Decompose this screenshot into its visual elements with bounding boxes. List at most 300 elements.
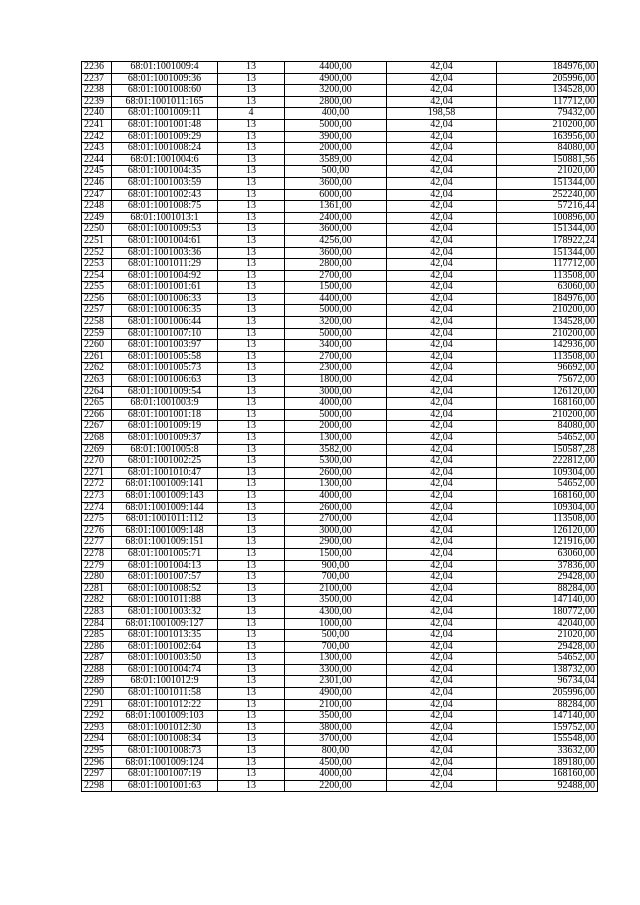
value-cell: 168160,00 [497,398,598,410]
rate-cell: 42,04 [387,780,497,792]
cadastral-number-cell: 68:01:1001007:57 [112,572,218,584]
area-cell: 5000,00 [285,328,387,340]
category-cell: 13 [218,62,285,74]
cadastral-number-cell: 68:01:1001012:9 [112,676,218,688]
cadastral-number-cell: 68:01:1001009:143 [112,490,218,502]
rate-cell: 42,04 [387,618,497,630]
value-cell: 63060,00 [497,548,598,560]
row-number-cell: 2285 [82,630,112,642]
rate-cell: 42,04 [387,119,497,131]
row-number-cell: 2298 [82,780,112,792]
row-number-cell: 2277 [82,537,112,549]
area-cell: 5000,00 [285,409,387,421]
value-cell: 79432,00 [497,108,598,120]
category-cell: 13 [218,444,285,456]
value-cell: 88284,00 [497,699,598,711]
rate-cell: 42,04 [387,189,497,201]
area-cell: 3000,00 [285,386,387,398]
value-cell: 168160,00 [497,490,598,502]
row-number-cell: 2256 [82,293,112,305]
cadastral-number-cell: 68:01:1001007:10 [112,328,218,340]
rate-cell: 42,04 [387,177,497,189]
value-cell: 150881,56 [497,154,598,166]
category-cell: 13 [218,630,285,642]
row-number-cell: 2245 [82,166,112,178]
rate-cell: 42,04 [387,444,497,456]
area-cell: 1300,00 [285,479,387,491]
area-cell: 1361,00 [285,201,387,213]
category-cell: 13 [218,502,285,514]
row-number-cell: 2266 [82,409,112,421]
area-cell: 1500,00 [285,548,387,560]
cadastral-number-cell: 68:01:1001003:97 [112,340,218,352]
category-cell: 13 [218,560,285,572]
value-cell: 33632,00 [497,746,598,758]
cadastral-number-cell: 68:01:1001011:112 [112,514,218,526]
value-cell: 222812,00 [497,456,598,468]
area-cell: 3000,00 [285,525,387,537]
table-row [82,177,598,189]
cadastral-number-cell: 68:01:1001009:148 [112,525,218,537]
area-cell: 2700,00 [285,514,387,526]
rate-cell: 42,04 [387,143,497,155]
area-cell: 3700,00 [285,734,387,746]
row-number-cell: 2241 [82,119,112,131]
cadastral-number-cell: 68:01:1001004:13 [112,560,218,572]
area-cell: 3589,00 [285,154,387,166]
row-number-cell: 2267 [82,421,112,433]
table-row [82,328,598,340]
area-cell: 5000,00 [285,119,387,131]
rate-cell: 42,04 [387,340,497,352]
rate-cell: 198,58 [387,108,497,120]
row-number-cell: 2279 [82,560,112,572]
cadastral-number-cell: 68:01:1001009:124 [112,757,218,769]
row-number-cell: 2259 [82,328,112,340]
value-cell: 210200,00 [497,409,598,421]
rate-cell: 42,04 [387,746,497,758]
value-cell: 184976,00 [497,293,598,305]
category-cell: 13 [218,514,285,526]
rate-cell: 42,04 [387,317,497,329]
value-cell: 117712,00 [497,259,598,271]
row-number-cell: 2263 [82,375,112,387]
row-number-cell: 2271 [82,467,112,479]
category-cell: 13 [218,757,285,769]
cadastral-number-cell: 68:01:1001006:63 [112,375,218,387]
rate-cell: 42,04 [387,224,497,236]
cadastral-number-cell: 68:01:1001009:29 [112,131,218,143]
area-cell: 3800,00 [285,722,387,734]
rate-cell: 42,04 [387,641,497,653]
cadastral-number-cell: 68:01:1001006:44 [112,317,218,329]
value-cell: 151344,00 [497,224,598,236]
table-row [82,734,598,746]
value-cell: 37836,00 [497,560,598,572]
rate-cell: 42,04 [387,583,497,595]
category-cell: 13 [218,664,285,676]
row-number-cell: 2254 [82,270,112,282]
rate-cell: 42,04 [387,363,497,375]
value-cell: 151344,00 [497,177,598,189]
rate-cell: 42,04 [387,630,497,642]
row-number-cell: 2297 [82,769,112,781]
value-cell: 189180,00 [497,757,598,769]
area-cell: 3900,00 [285,131,387,143]
table-row [82,514,598,526]
value-cell: 180772,00 [497,606,598,618]
table-row [82,502,598,514]
table-row [82,572,598,584]
rate-cell: 42,04 [387,270,497,282]
table-row [82,386,598,398]
table-row [82,351,598,363]
row-number-cell: 2243 [82,143,112,155]
area-cell: 700,00 [285,572,387,584]
category-cell: 13 [218,618,285,630]
row-number-cell: 2258 [82,317,112,329]
row-number-cell: 2287 [82,653,112,665]
value-cell: 92488,00 [497,780,598,792]
table-row [82,293,598,305]
value-cell: 96692,00 [497,363,598,375]
area-cell: 2000,00 [285,421,387,433]
row-number-cell: 2264 [82,386,112,398]
table-row [82,375,598,387]
area-cell: 3200,00 [285,317,387,329]
value-cell: 84080,00 [497,143,598,155]
area-cell: 2600,00 [285,502,387,514]
rate-cell: 42,04 [387,606,497,618]
rate-cell: 42,04 [387,688,497,700]
category-cell: 13 [218,177,285,189]
cadastral-number-cell: 68:01:1001009:103 [112,711,218,723]
area-cell: 2700,00 [285,270,387,282]
value-cell: 155548,00 [497,734,598,746]
row-number-cell: 2265 [82,398,112,410]
table-row [82,166,598,178]
category-cell: 13 [218,189,285,201]
row-number-cell: 2288 [82,664,112,676]
table-row [82,212,598,224]
area-cell: 2000,00 [285,143,387,155]
row-number-cell: 2244 [82,154,112,166]
cadastral-number-cell: 68:01:1001011:58 [112,688,218,700]
area-cell: 4000,00 [285,769,387,781]
rate-cell: 42,04 [387,409,497,421]
table-row [82,96,598,108]
value-cell: 134528,00 [497,85,598,97]
parcel-table-body [82,62,598,792]
category-cell: 13 [218,247,285,259]
table-row [82,548,598,560]
row-number-cell: 2289 [82,676,112,688]
rate-cell: 42,04 [387,259,497,271]
table-row [82,479,598,491]
rate-cell: 42,04 [387,479,497,491]
value-cell: 54652,00 [497,653,598,665]
category-cell: 13 [218,537,285,549]
table-row [82,409,598,421]
rate-cell: 42,04 [387,398,497,410]
rate-cell: 42,04 [387,154,497,166]
area-cell: 4256,00 [285,235,387,247]
cadastral-number-cell: 68:01:1001008:73 [112,746,218,758]
value-cell: 147140,00 [497,595,598,607]
rate-cell: 42,04 [387,734,497,746]
table-row [82,282,598,294]
category-cell: 13 [218,96,285,108]
cadastral-number-cell: 68:01:1001006:33 [112,293,218,305]
row-number-cell: 2239 [82,96,112,108]
category-cell: 13 [218,467,285,479]
area-cell: 700,00 [285,641,387,653]
value-cell: 113508,00 [497,514,598,526]
table-row [82,433,598,445]
area-cell: 1300,00 [285,653,387,665]
area-cell: 400,00 [285,108,387,120]
area-cell: 2600,00 [285,467,387,479]
rate-cell: 42,04 [387,664,497,676]
value-cell: 126120,00 [497,386,598,398]
row-number-cell: 2296 [82,757,112,769]
category-cell: 13 [218,317,285,329]
rate-cell: 42,04 [387,433,497,445]
value-cell: 42040,00 [497,618,598,630]
value-cell: 100896,00 [497,212,598,224]
rate-cell: 42,04 [387,375,497,387]
table-row [82,259,598,271]
table-row [82,606,598,618]
category-cell: 13 [218,490,285,502]
area-cell: 4400,00 [285,293,387,305]
cadastral-number-cell: 68:01:1001002:25 [112,456,218,468]
area-cell: 2900,00 [285,537,387,549]
value-cell: 121916,00 [497,537,598,549]
area-cell: 2800,00 [285,259,387,271]
value-cell: 75672,00 [497,375,598,387]
parcel-table [81,61,598,792]
cadastral-number-cell: 68:01:1001008:24 [112,143,218,155]
category-cell: 13 [218,270,285,282]
table-row [82,630,598,642]
value-cell: 210200,00 [497,305,598,317]
category-cell: 13 [218,201,285,213]
table-row [82,108,598,120]
cadastral-number-cell: 68:01:1001001:48 [112,119,218,131]
value-cell: 113508,00 [497,351,598,363]
category-cell: 13 [218,143,285,155]
cadastral-number-cell: 68:01:1001013:1 [112,212,218,224]
cadastral-number-cell: 68:01:1001004:92 [112,270,218,282]
row-number-cell: 2273 [82,490,112,502]
value-cell: 109304,00 [497,467,598,479]
table-row [82,85,598,97]
cadastral-number-cell: 68:01:1001008:34 [112,734,218,746]
cadastral-number-cell: 68:01:1001005:8 [112,444,218,456]
area-cell: 4000,00 [285,490,387,502]
area-cell: 1300,00 [285,433,387,445]
table-row [82,664,598,676]
value-cell: 252240,00 [497,189,598,201]
row-number-cell: 2246 [82,177,112,189]
value-cell: 138732,00 [497,664,598,676]
rate-cell: 42,04 [387,166,497,178]
area-cell: 3500,00 [285,595,387,607]
table-row [82,247,598,259]
table-row [82,780,598,792]
category-cell: 13 [218,154,285,166]
value-cell: 210200,00 [497,328,598,340]
category-cell: 13 [218,769,285,781]
category-cell: 13 [218,293,285,305]
category-cell: 13 [218,328,285,340]
value-cell: 117712,00 [497,96,598,108]
rate-cell: 42,04 [387,467,497,479]
table-row [82,595,598,607]
rate-cell: 42,04 [387,201,497,213]
area-cell: 3600,00 [285,224,387,236]
table-row [82,317,598,329]
area-cell: 4900,00 [285,688,387,700]
rate-cell: 42,04 [387,456,497,468]
value-cell: 109304,00 [497,502,598,514]
category-cell: 13 [218,282,285,294]
row-number-cell: 2249 [82,212,112,224]
value-cell: 205996,00 [497,688,598,700]
rate-cell: 42,04 [387,595,497,607]
row-number-cell: 2248 [82,201,112,213]
cadastral-number-cell: 68:01:1001009:4 [112,62,218,74]
table-row [82,641,598,653]
category-cell: 13 [218,606,285,618]
rate-cell: 42,04 [387,212,497,224]
table-row [82,653,598,665]
table-row [82,525,598,537]
area-cell: 6000,00 [285,189,387,201]
rate-cell: 42,04 [387,386,497,398]
cadastral-number-cell: 68:01:1001009:127 [112,618,218,630]
table-row [82,270,598,282]
rate-cell: 42,04 [387,328,497,340]
category-cell: 13 [218,73,285,85]
row-number-cell: 2253 [82,259,112,271]
category-cell: 13 [218,595,285,607]
area-cell: 2800,00 [285,96,387,108]
area-cell: 3300,00 [285,664,387,676]
cadastral-number-cell: 68:01:1001002:64 [112,641,218,653]
cadastral-number-cell: 68:01:1001003:59 [112,177,218,189]
value-cell: 29428,00 [497,641,598,653]
table-row [82,119,598,131]
category-cell: 13 [218,734,285,746]
category-cell: 13 [218,548,285,560]
row-number-cell: 2290 [82,688,112,700]
rate-cell: 42,04 [387,757,497,769]
area-cell: 2100,00 [285,583,387,595]
cadastral-number-cell: 68:01:1001012:22 [112,699,218,711]
value-cell: 63060,00 [497,282,598,294]
table-row [82,340,598,352]
area-cell: 800,00 [285,746,387,758]
row-number-cell: 2276 [82,525,112,537]
area-cell: 4500,00 [285,757,387,769]
area-cell: 1800,00 [285,375,387,387]
cadastral-number-cell: 68:01:1001011:165 [112,96,218,108]
row-number-cell: 2294 [82,734,112,746]
category-cell: 13 [218,224,285,236]
table-row [82,363,598,375]
rate-cell: 42,04 [387,62,497,74]
table-row [82,699,598,711]
value-cell: 184976,00 [497,62,598,74]
area-cell: 2300,00 [285,363,387,375]
cadastral-number-cell: 68:01:1001001:63 [112,780,218,792]
area-cell: 2301,00 [285,676,387,688]
rate-cell: 42,04 [387,131,497,143]
category-cell: 13 [218,259,285,271]
table-row [82,62,598,74]
cadastral-number-cell: 68:01:1001009:36 [112,73,218,85]
table-row [82,444,598,456]
rate-cell: 42,04 [387,293,497,305]
row-number-cell: 2260 [82,340,112,352]
category-cell: 13 [218,456,285,468]
category-cell: 13 [218,676,285,688]
cadastral-number-cell: 68:01:1001010:47 [112,467,218,479]
table-row [82,688,598,700]
cadastral-number-cell: 68:01:1001003:32 [112,606,218,618]
value-cell: 21020,00 [497,630,598,642]
area-cell: 4400,00 [285,62,387,74]
rate-cell: 42,04 [387,560,497,572]
rate-cell: 42,04 [387,769,497,781]
row-number-cell: 2237 [82,73,112,85]
category-cell: 13 [218,409,285,421]
row-number-cell: 2274 [82,502,112,514]
category-cell: 13 [218,433,285,445]
rate-cell: 42,04 [387,572,497,584]
value-cell: 29428,00 [497,572,598,584]
table-row [82,189,598,201]
row-number-cell: 2281 [82,583,112,595]
row-number-cell: 2247 [82,189,112,201]
value-cell: 210200,00 [497,119,598,131]
row-number-cell: 2293 [82,722,112,734]
area-cell: 900,00 [285,560,387,572]
category-cell: 13 [218,746,285,758]
category-cell: 13 [218,131,285,143]
value-cell: 88284,00 [497,583,598,595]
cadastral-number-cell: 68:01:1001009:19 [112,421,218,433]
category-cell: 13 [218,351,285,363]
rate-cell: 42,04 [387,514,497,526]
area-cell: 3600,00 [285,177,387,189]
row-number-cell: 2261 [82,351,112,363]
area-cell: 3200,00 [285,85,387,97]
area-cell: 2400,00 [285,212,387,224]
row-number-cell: 2262 [82,363,112,375]
area-cell: 500,00 [285,630,387,642]
table-row [82,746,598,758]
row-number-cell: 2284 [82,618,112,630]
rate-cell: 42,04 [387,96,497,108]
rate-cell: 42,04 [387,537,497,549]
rate-cell: 42,04 [387,502,497,514]
area-cell: 500,00 [285,166,387,178]
rate-cell: 42,04 [387,421,497,433]
area-cell: 4300,00 [285,606,387,618]
